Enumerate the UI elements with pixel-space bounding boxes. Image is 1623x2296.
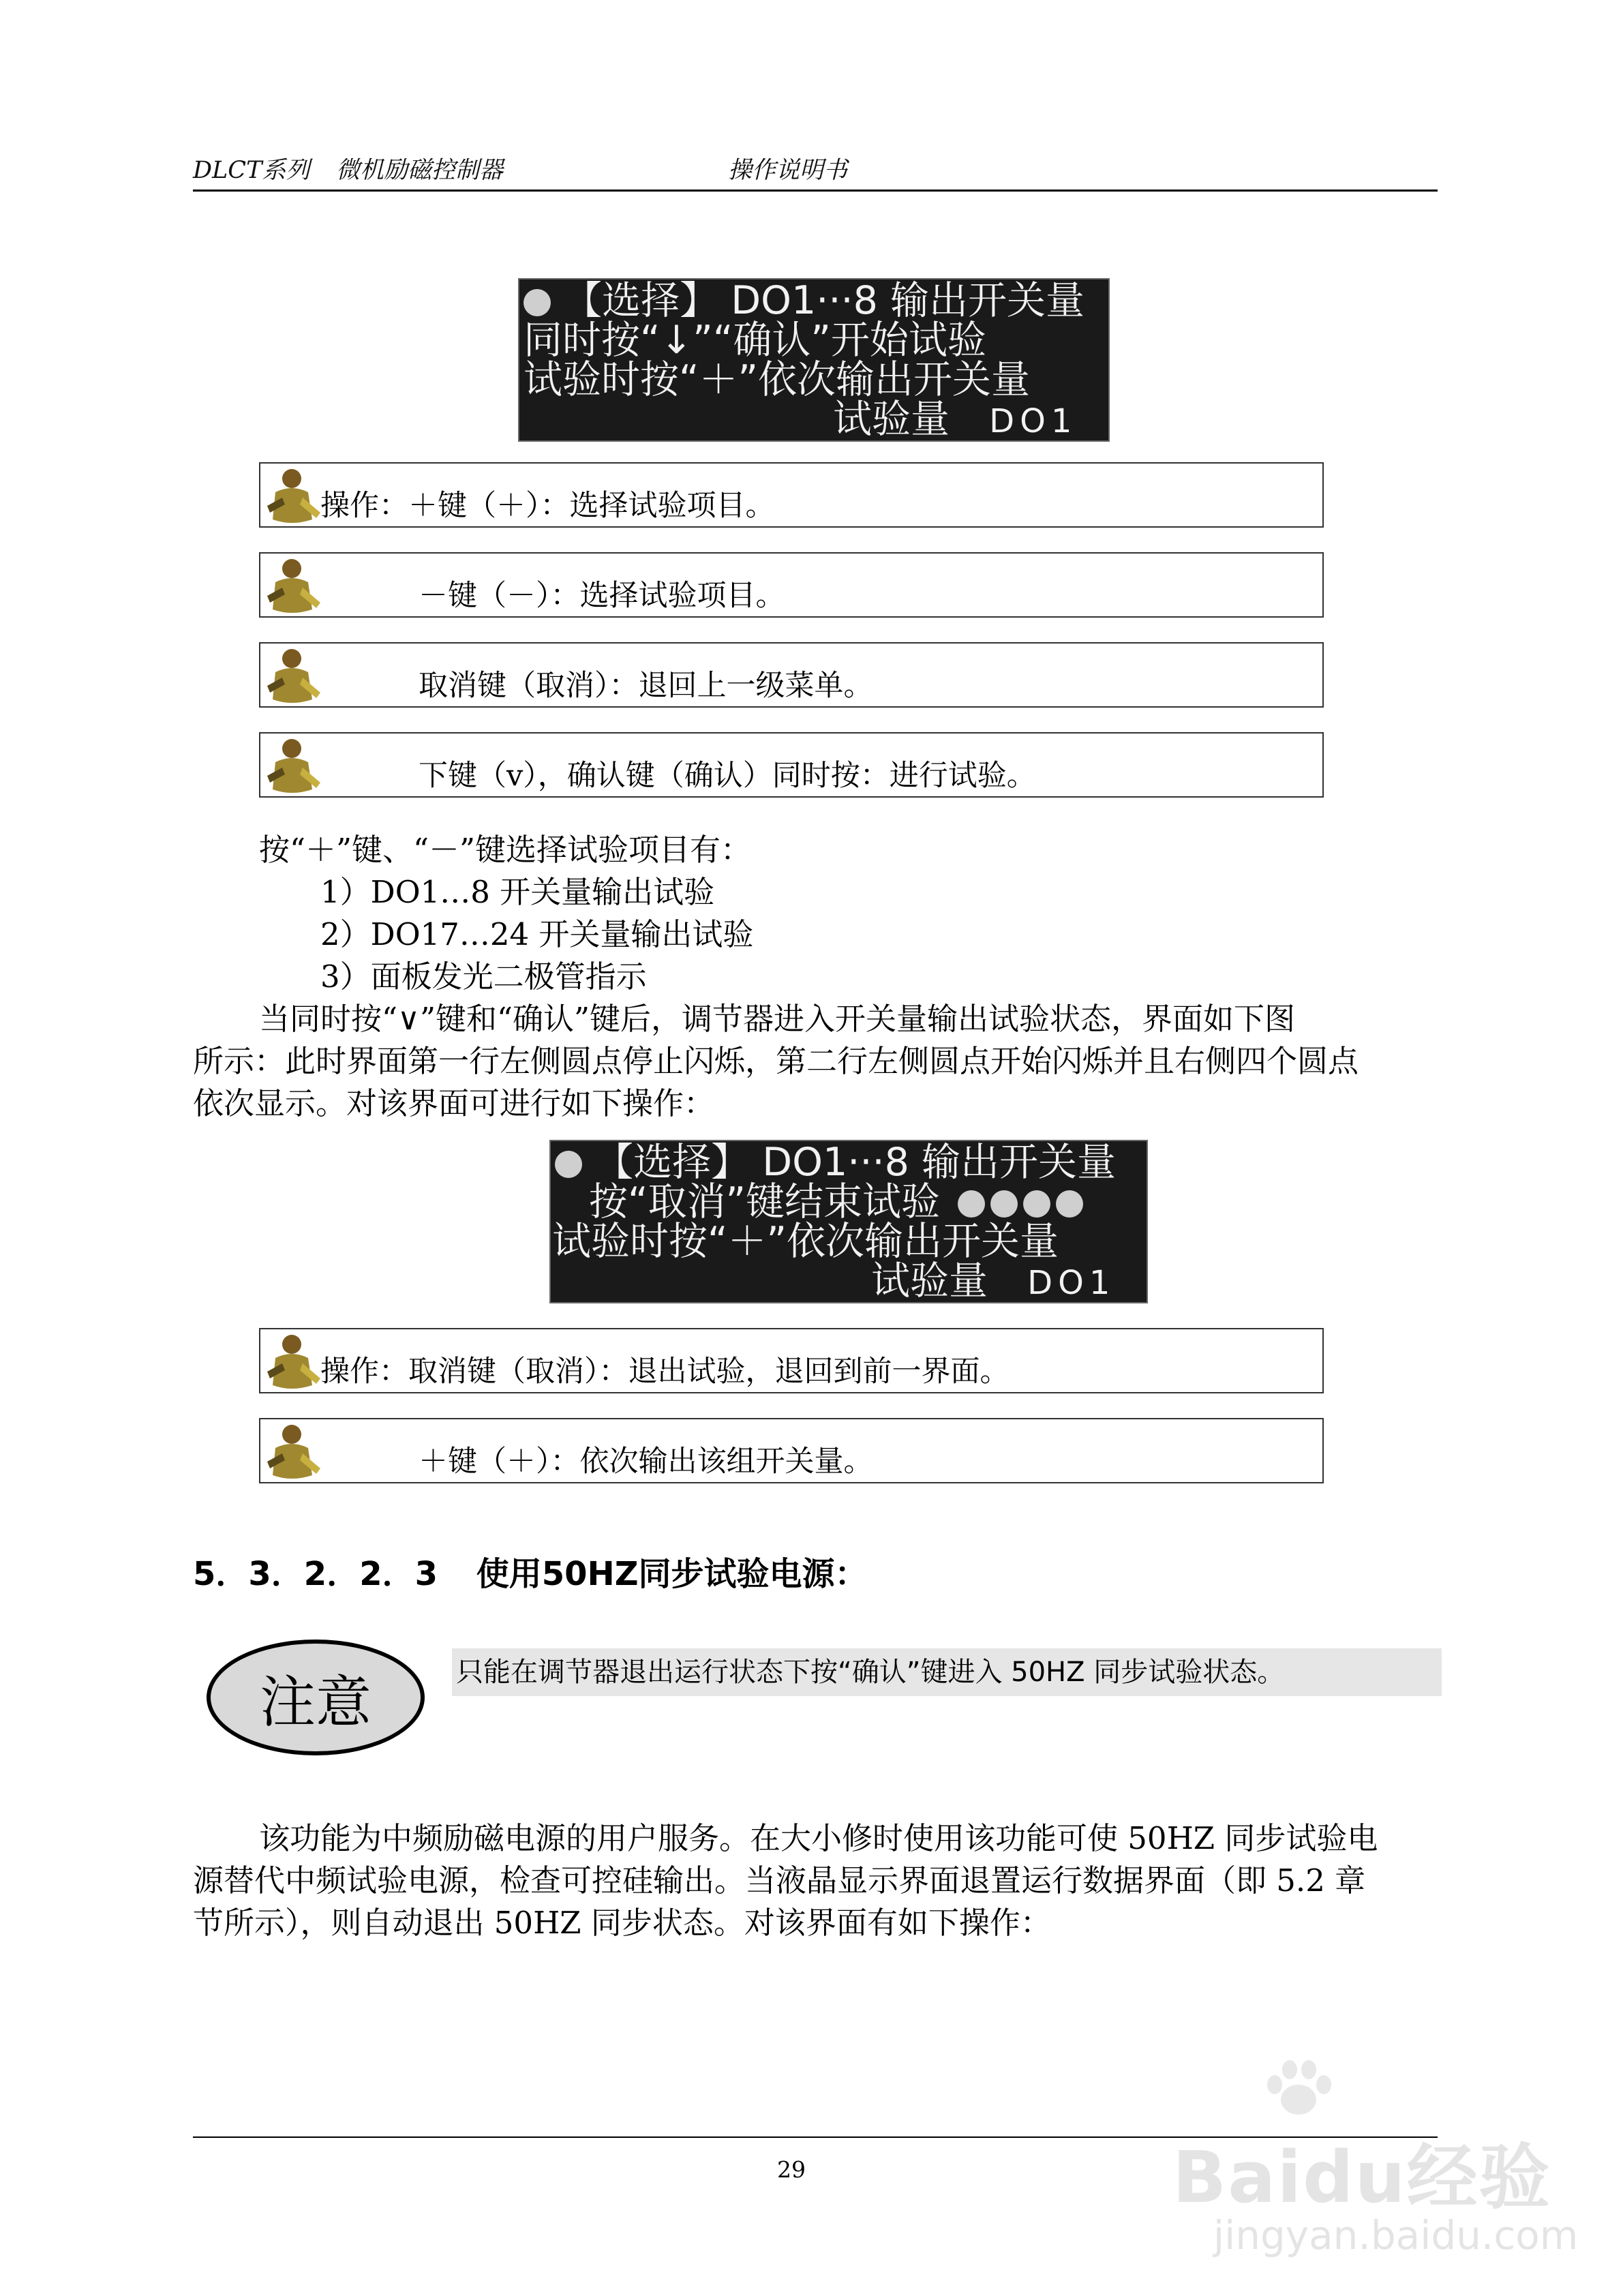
watermark-main: Baidu经验 (1172, 2136, 1551, 2219)
lcd1-line3: 试验时按“＋”依次输出开关量 (524, 357, 1031, 402)
section-heading (193, 1547, 868, 1595)
note-badge: 注意 (207, 1640, 425, 1755)
list-item: 3）面板发光二极管指示 (320, 958, 647, 995)
operator-figure-icon (262, 555, 323, 615)
op-text: ＋键（＋）：依次输出该组开关量。 (419, 1445, 873, 1479)
header-rule (193, 190, 1438, 192)
watermark-sub: jingyan.baidu.com (1213, 2212, 1579, 2259)
operation-box (259, 552, 1324, 618)
operator-figure-icon (262, 1421, 323, 1481)
header-product: 微机励磁控制器 (336, 157, 504, 184)
operation-box (259, 1328, 1324, 1393)
operation-box (259, 732, 1324, 798)
operator-figure-icon (262, 735, 323, 795)
list-item: 2）DO17…24 开关量输出试验 (320, 916, 754, 952)
lcd2-code: DO1 (1027, 1264, 1116, 1302)
lcd1-line4: 试验量 (833, 397, 950, 442)
header-series: DLCT系列 (193, 157, 310, 184)
paragraph-line: 源替代中频试验电源，检查可控硅输出。当液晶显示界面退置运行数据界面（即 5.2 章 (193, 1862, 1366, 1899)
operation-box (259, 1418, 1324, 1483)
status-dot-icon (524, 289, 551, 316)
note-text: 只能在调节器退出运行状态下按“确认”键进入 50HZ 同步试验状态。 (452, 1648, 1442, 1696)
paragraph-line: 节所示），则自动退出 50HZ 同步状态。对该界面有如下操作： (193, 1905, 1051, 1941)
lcd2-line4: 试验量 (871, 1258, 988, 1303)
indicator-dot-icon (1023, 1190, 1050, 1218)
lcd-screen-1 (518, 278, 1110, 442)
op-prefix: 操作： (320, 489, 408, 523)
paragraph-line: 依次显示。对该界面可进行如下操作： (193, 1085, 715, 1121)
lcd1-line2: 同时按“↓”“确认”开始试验 (524, 318, 986, 363)
lcd1-code: DO1 (989, 402, 1078, 440)
indicator-dot-icon (1056, 1190, 1083, 1218)
lcd2-line3: 试验时按“＋”依次输出开关量 (552, 1219, 1059, 1264)
paragraph-line: 当同时按“∨”键和“确认”键后，调节器进入开关量输出试验状态，界面如下图 (259, 1001, 1295, 1037)
watermark-logo (1159, 2059, 1595, 2291)
indicator-dot-icon (958, 1190, 985, 1218)
op-text: －键（－）：选择试验项目。 (419, 579, 785, 613)
op-text: ＋键（＋）：选择试验项目。 (408, 489, 775, 523)
op-text: 取消键（取消）：退出试验，退回到前一界面。 (408, 1355, 1010, 1389)
page-number: 29 (777, 2156, 806, 2183)
operation-box (259, 642, 1324, 708)
paragraph-line: 所示：此时界面第一行左侧圆点停止闪烁，第二行左侧圆点开始闪烁并且右侧四个圆点 (193, 1043, 1359, 1079)
lcd1-line1: 【选择】 DO1···8 输出开关量 (563, 278, 1085, 323)
status-dot-icon (555, 1151, 582, 1178)
lcd-screen-2 (549, 1140, 1148, 1303)
header-doc-title: 操作说明书 (728, 157, 848, 184)
list-intro: 按“＋”键、“－”键选择试验项目有： (259, 832, 752, 868)
paragraph-line: 该功能为中频励磁电源的用户服务。在大小修时使用该功能可使 50HZ 同步试验电 (259, 1820, 1378, 1856)
op-prefix: 操作： (320, 1355, 408, 1389)
indicator-dot-icon (990, 1190, 1018, 1218)
operator-figure-icon (262, 465, 323, 525)
operator-figure-icon (262, 645, 323, 705)
list-item: 1）DO1…8 开关量输出试验 (320, 874, 715, 910)
section-title: 使用50HZ同步试验电源： (476, 1555, 868, 1593)
section-number: 5．3．2．2．3 (193, 1555, 438, 1593)
operator-figure-icon (262, 1331, 323, 1391)
operation-box (259, 462, 1324, 528)
lcd2-line2: 按“取消”键结束试验 (589, 1179, 941, 1224)
lcd2-line1: 【选择】 DO1···8 输出开关量 (594, 1140, 1117, 1185)
paw-icon (1261, 2059, 1336, 2120)
op-text: 下键（v），确认键（确认）同时按：进行试验。 (419, 759, 1036, 793)
op-text: 取消键（取消）：退回上一级菜单。 (419, 669, 873, 703)
